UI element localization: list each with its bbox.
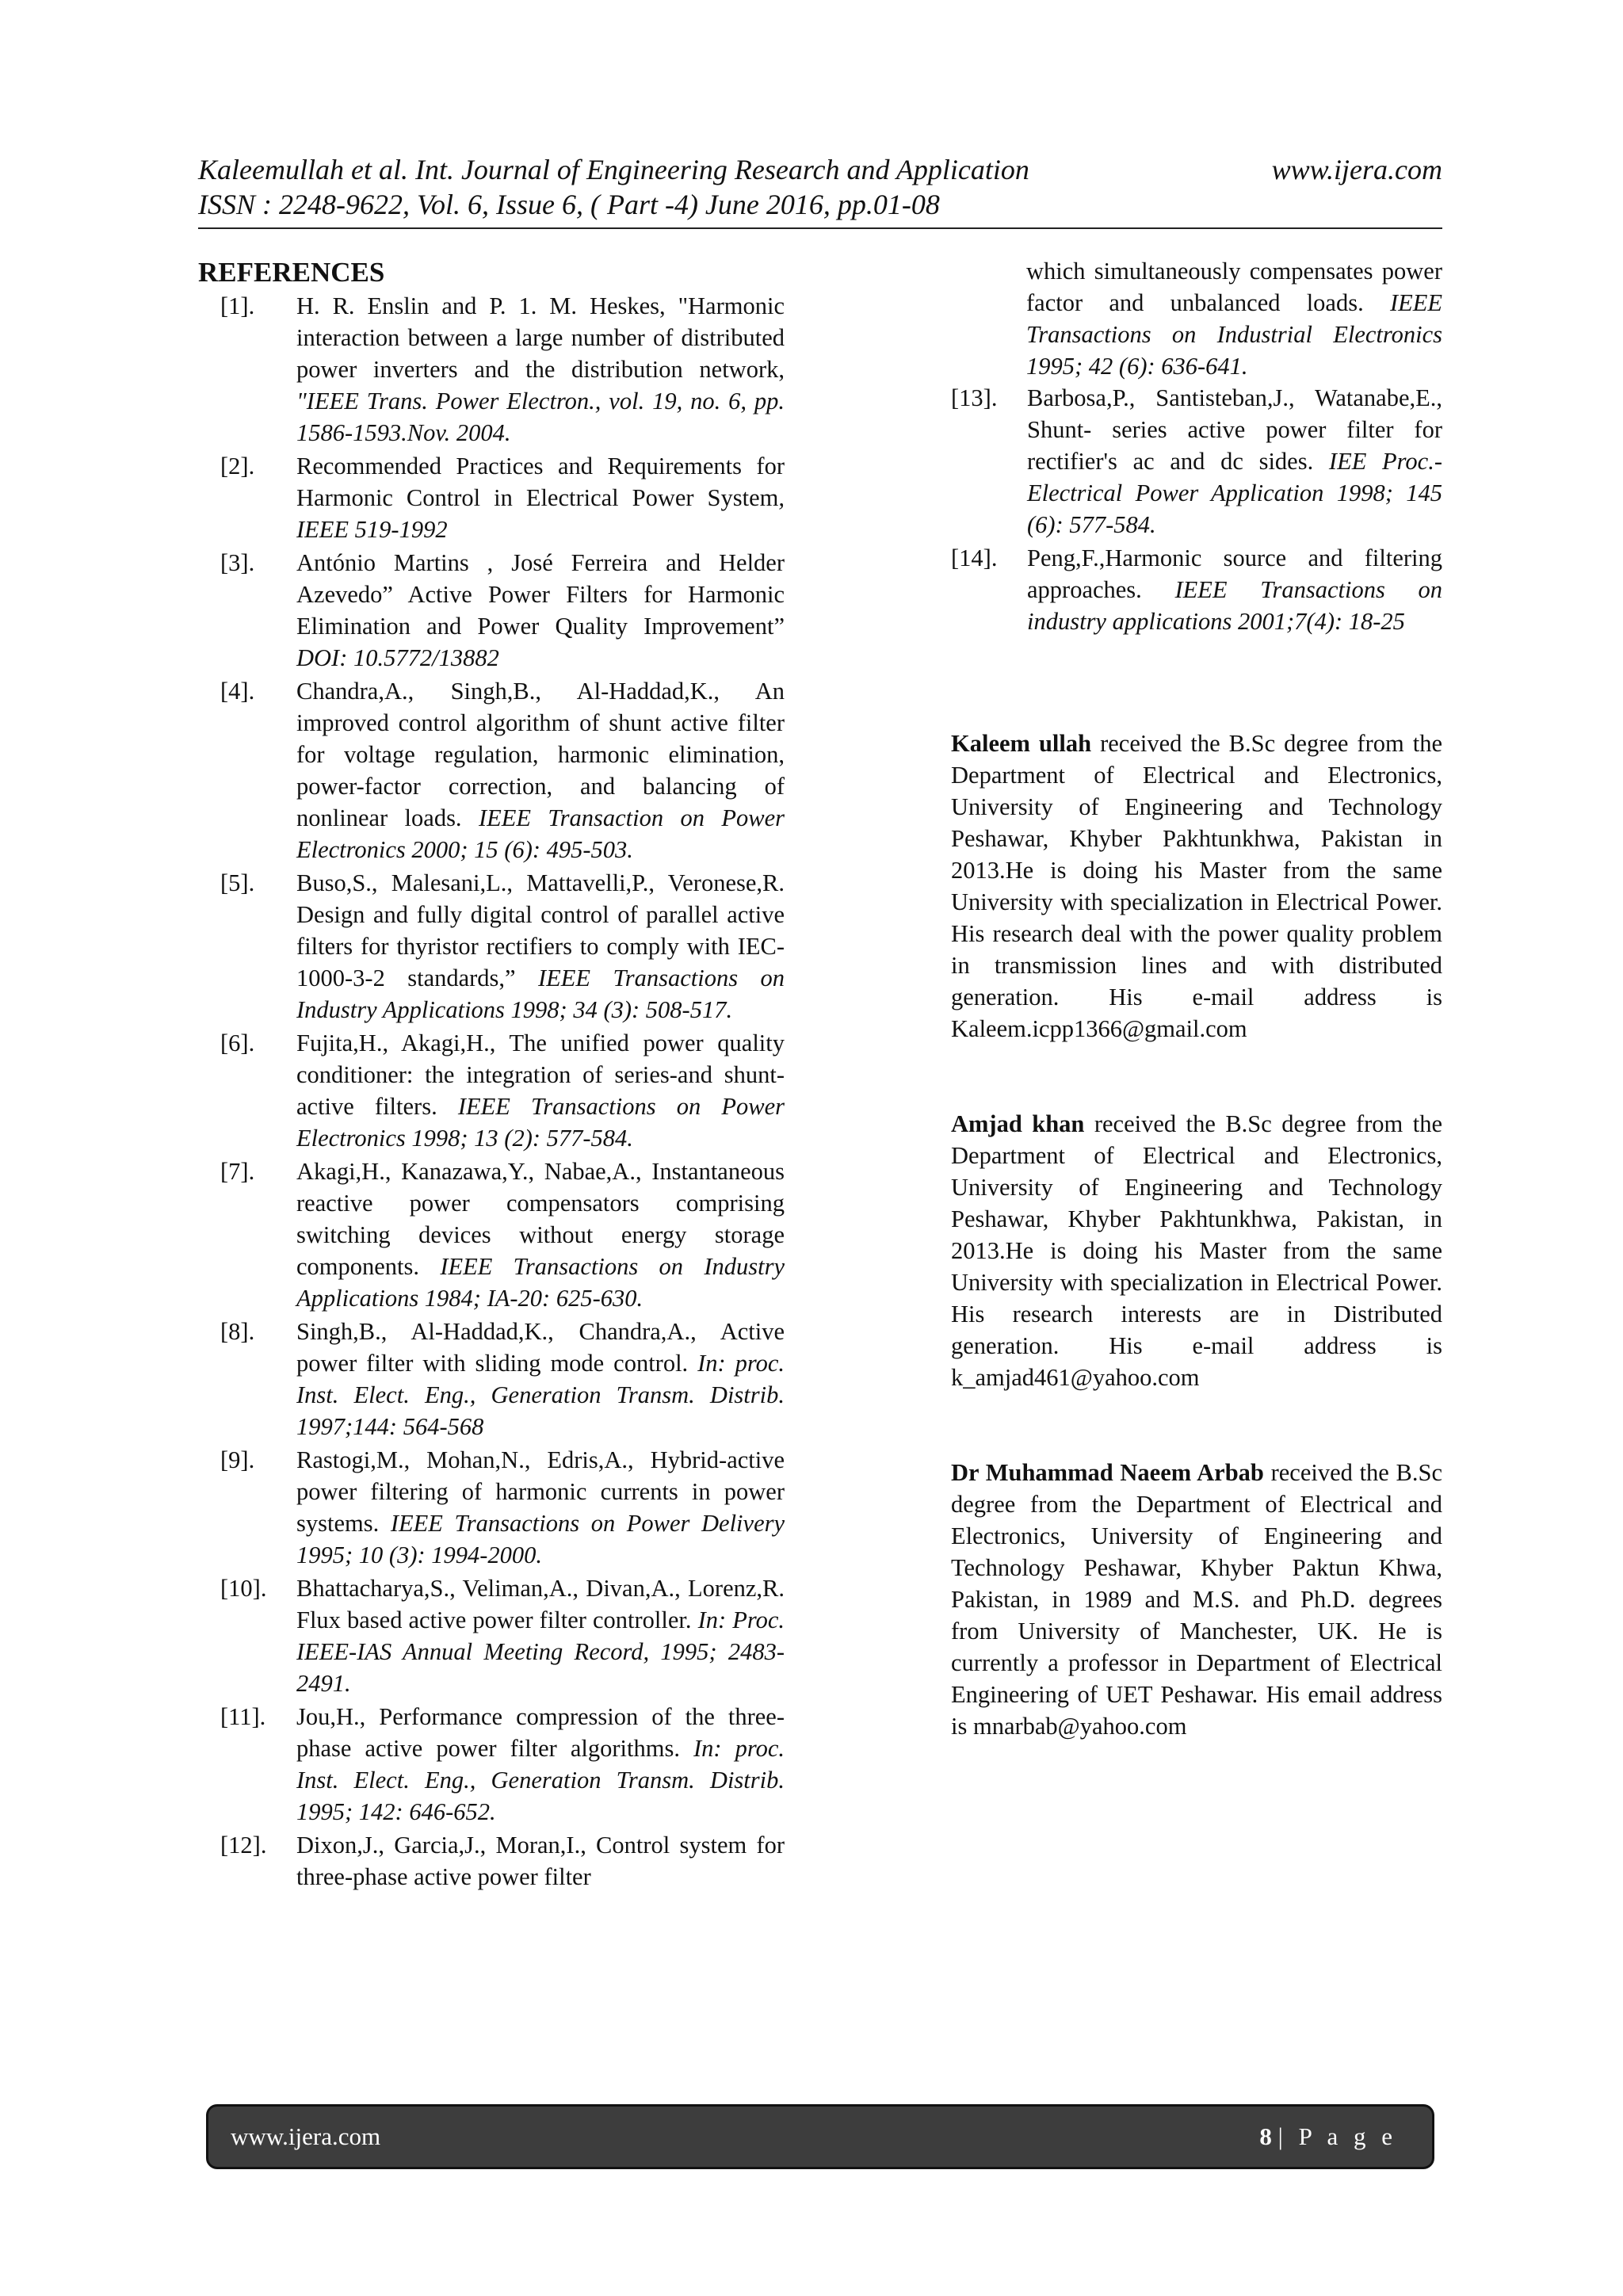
page-label: | P a g e bbox=[1277, 2122, 1397, 2150]
reference-number: [6]. bbox=[220, 1030, 255, 1056]
author-bio bbox=[951, 1108, 1442, 1393]
reference-item bbox=[198, 675, 785, 865]
reference-text: Akagi,H., Kanazawa,Y., Nabae,A., Instantaneous reactive power compensators comprising switching devices without energy storage components. IEEE Transactions on Industry Applications 1984; IA-20: 625-630. bbox=[296, 1158, 785, 1312]
right-column bbox=[951, 255, 1442, 1740]
header-row bbox=[198, 152, 1442, 187]
reference-number: [7]. bbox=[220, 1158, 255, 1185]
reference-number: [1]. bbox=[220, 292, 255, 319]
reference-continuation: which simultaneously compensates power factor and unbalanced loads. IEEE Transactions on Industrial Electronics 1995; 42 (6): 636-641. bbox=[1026, 258, 1442, 380]
footer-website: www.ijera.com bbox=[231, 2122, 381, 2150]
author-bio-text: received the B.Sc degree from the Department of Electrical and Electronics, University of Engineering and Technology Peshawar, Khyber Pakhtunkhwa, Pakistan in 2013.He is doing his Master from the same University with specialization in Electrical Power. His research deal with the power quality problem in transmission lines and with distributed generation. His e-mail address is Kaleem.icpp1366@gmail.com bbox=[951, 730, 1442, 1042]
reference-number: [8]. bbox=[220, 1318, 255, 1345]
reference-text: Recommended Practices and Requirements for Harmonic Control in Electrical Power System, IEEE 519-1992 bbox=[296, 453, 785, 543]
issn-line: ISSN : 2248-9622, Vol. 6, Issue 6, ( Part -4) June 2016, pp.01-08 bbox=[198, 189, 940, 220]
reference-number: [12]. bbox=[220, 1832, 267, 1859]
reference-text: Chandra,A., Singh,B., Al-Haddad,K., An improved control algorithm of shunt active filter for voltage regulation, harmonic elimination, power-factor correction, and balancing of nonlinear loads. IEEE Transaction on Power Electronics 2000; 15 (6): 495-503. bbox=[296, 678, 785, 863]
left-column bbox=[198, 255, 785, 1894]
reference-item bbox=[198, 1027, 785, 1154]
reference-item bbox=[951, 382, 1442, 541]
references-heading: REFERENCES bbox=[198, 257, 385, 288]
reference-text: António Martins , José Ferreira and Helder Azevedo” Active Power Filters for Harmonic Elimination and Power Quality Improvement” DOI: 10.5772/13882 bbox=[296, 549, 785, 671]
author-bio bbox=[951, 728, 1442, 1045]
reference-number: [10]. bbox=[220, 1575, 267, 1602]
reference-item bbox=[198, 1572, 785, 1699]
reference-number: [3]. bbox=[220, 549, 255, 576]
reference-text: Singh,B., Al-Haddad,K., Chandra,A., Active power filter with sliding mode control. In: proc. Inst. Elect. Eng., Generation Transm. Distrib. 1997;144: 564-568 bbox=[296, 1318, 785, 1440]
reference-item bbox=[198, 1829, 785, 1893]
reference-item bbox=[198, 547, 785, 674]
reference-text: H. R. Enslin and P. 1. M. Heskes, "Harmonic interaction between a large number of distributed power inverters and the distribution network, "IEEE Trans. Power Electron., vol. 19, no. 6, pp. 1586-1593.Nov. 2004. bbox=[296, 292, 785, 446]
author-bio-text: received the B.Sc degree from the Department of Electrical and Electronics, University of Engineering and Technology Peshawar, Khyber Pakhtunkhwa, Pakistan, in 2013.He is doing his Master from the same University with specialization in Electrical Power. His research interests are in Distributed generation. His e-mail address is k_amjad461@yahoo.com bbox=[951, 1110, 1442, 1391]
reference-number: [11]. bbox=[220, 1703, 266, 1730]
reference-text: Rastogi,M., Mohan,N., Edris,A., Hybrid-active power filtering of harmonic currents in power systems. IEEE Transactions on Power Delivery 1995; 10 (3): 1994-2000. bbox=[296, 1446, 785, 1568]
reference-item bbox=[951, 542, 1442, 637]
page-number: 8 bbox=[1259, 2122, 1272, 2150]
reference-text: Dixon,J., Garcia,J., Moran,I., Control system for three-phase active power filter bbox=[296, 1832, 785, 1890]
author-name: Dr Muhammad Naeem Arbab bbox=[951, 1459, 1264, 1486]
reference-text: Jou,H., Performance compression of the three- phase active power filter algorithms. In: proc. Inst. Elect. Eng., Generation Transm. Distrib. 1995; 142: 646-652. bbox=[296, 1703, 785, 1825]
header-website: www.ijera.com bbox=[1271, 154, 1442, 185]
reference-item bbox=[198, 1156, 785, 1314]
page-number-label bbox=[1259, 2122, 1397, 2151]
author-bio bbox=[951, 1457, 1442, 1742]
reference-number: [2]. bbox=[220, 453, 255, 479]
reference-item bbox=[198, 867, 785, 1026]
reference-item bbox=[198, 1316, 785, 1442]
reference-number: [9]. bbox=[220, 1446, 255, 1473]
reference-text: Fujita,H., Akagi,H., The unified power quality conditioner: the integration of series-and shunt-active filters. IEEE Transactions on Power Electronics 1998; 13 (2): 577-584. bbox=[296, 1030, 785, 1152]
reference-number: [4]. bbox=[220, 678, 255, 705]
reference-list bbox=[198, 290, 785, 1893]
reference-item bbox=[198, 1444, 785, 1571]
reference-number: [14]. bbox=[951, 544, 998, 571]
reference-number: [13]. bbox=[951, 384, 998, 411]
reference-item bbox=[198, 290, 785, 449]
reference-item bbox=[198, 1701, 785, 1828]
author-name: Amjad khan bbox=[951, 1110, 1085, 1137]
page-footer bbox=[206, 2104, 1434, 2169]
page-header bbox=[198, 152, 1442, 222]
reference-text: Buso,S., Malesani,L., Mattavelli,P., Veronese,R. Design and fully digital control of parallel active filters for thyristor rectifiers to comply with IEC-1000-3-2 standards,” IEEE Transactions on Industry Applications 1998; 34 (3): 508-517. bbox=[296, 869, 785, 1023]
author-name: Kaleem ullah bbox=[951, 730, 1092, 757]
header-divider bbox=[198, 227, 1442, 229]
author-bio-text: received the B.Sc degree from the Department of Electrical and Electronics, University of Engineering and Technology Peshawar, Khyber Paktun Khwa, Pakistan, in 1989 and M.S. and Ph.D. degrees from University of Manchester, UK. He is currently a professor in Department of Electrical Engineering of UET Peshawar. His email address is mnarbab@yahoo.com bbox=[951, 1459, 1442, 1740]
reference-text: Barbosa,P., Santisteban,J., Watanabe,E., Shunt- series active power filter for rectifier's ac and dc sides. IEE Proc.-Electrical Power Application 1998; 145 (6): 577-584. bbox=[1027, 384, 1442, 538]
reference-list-continued bbox=[951, 255, 1442, 637]
journal-title: Kaleemullah et al. Int. Journal of Engineering Research and Application bbox=[198, 154, 1029, 185]
reference-text: Bhattacharya,S., Veliman,A., Divan,A., Lorenz,R. Flux based active power filter controller. In: Proc. IEEE-IAS Annual Meeting Record, 1995; 2483-2491. bbox=[296, 1575, 785, 1697]
reference-item bbox=[198, 450, 785, 545]
reference-text: Peng,F.,Harmonic source and filtering approaches. IEEE Transactions on industry applications 2001;7(4): 18-25 bbox=[1027, 544, 1442, 635]
reference-number: [5]. bbox=[220, 869, 255, 896]
